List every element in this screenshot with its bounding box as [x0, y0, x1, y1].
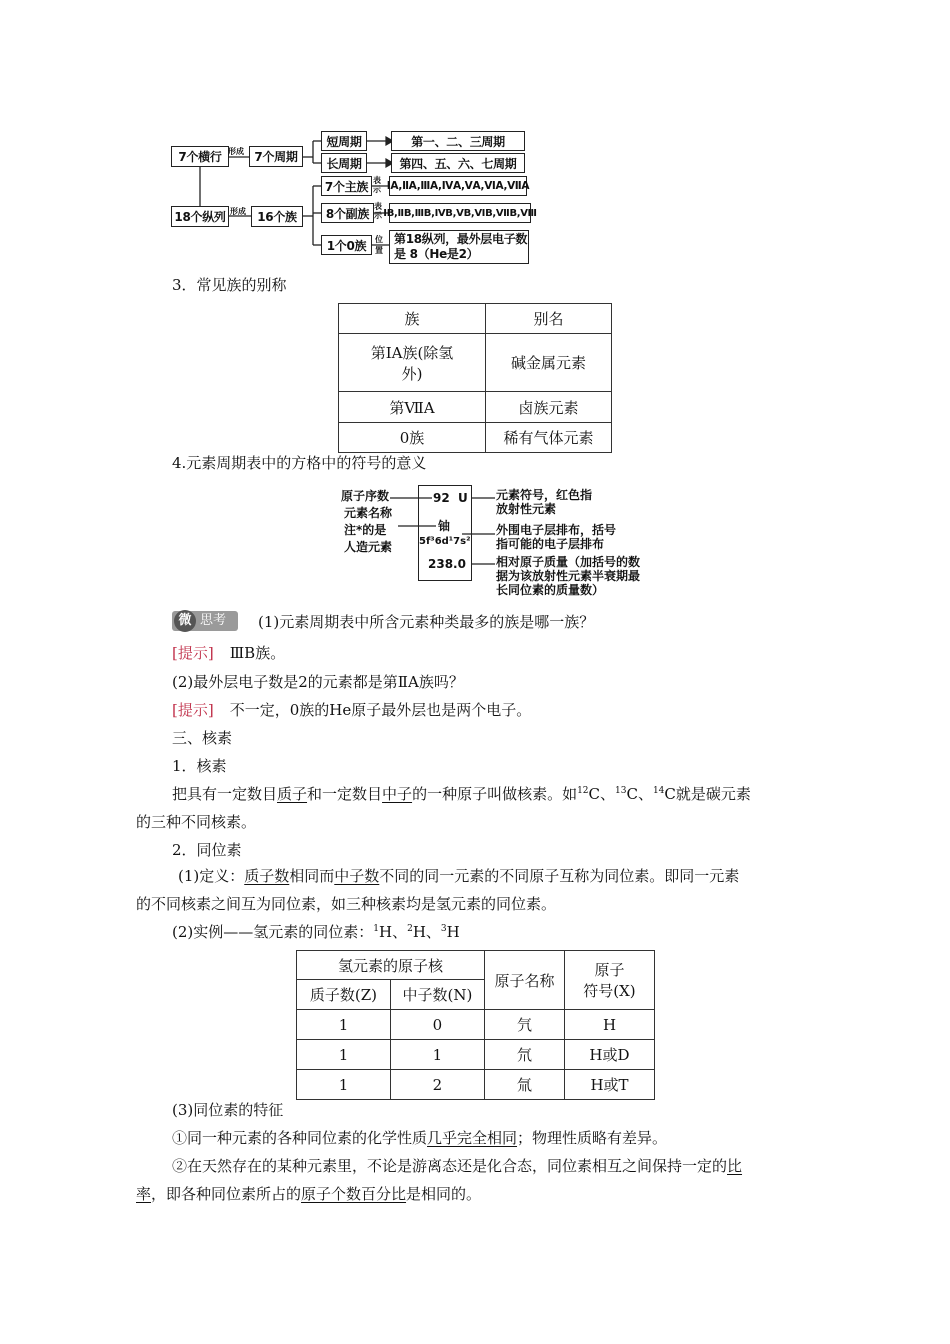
table-cell: 1	[297, 1040, 391, 1070]
part-3-title: 三、核素	[172, 729, 233, 747]
text-run: ①同一种元素的各种同位素的化学性质	[172, 1129, 428, 1147]
periods-box: 7个周期	[249, 146, 303, 167]
short-period-desc: 第一、二、三周期	[391, 131, 525, 151]
table-cell: 氕	[484, 1010, 564, 1040]
mass-number: 2	[407, 924, 413, 934]
section-4-title: 4.元素周期表中的方格中的符号的意义	[172, 454, 427, 472]
alias-cell-line1: 第ⅠA族(除氢	[370, 343, 454, 362]
table-cell: 1	[390, 1040, 484, 1070]
nuclide-definition-2: 的三种不同核素。	[136, 813, 257, 831]
main-groups-list: ⅠA,ⅡA,ⅢA,ⅣA,ⅤA,ⅥA,ⅦA	[389, 176, 527, 196]
h-table-symbol-line1: 原子	[594, 961, 625, 979]
main-groups-box: 7个主族	[321, 176, 372, 196]
table-cell: H或D	[564, 1040, 654, 1070]
alias-cell: 稀有气体元素	[486, 423, 612, 453]
text-run: 的一种原子叫做核素。如	[412, 785, 578, 803]
cell-label-artificial: 人造元素	[344, 540, 393, 554]
table-cell: H或T	[564, 1070, 654, 1100]
cell-pointer-lines	[390, 485, 500, 570]
cell-mass: 238.0	[428, 557, 466, 571]
h-table-symbol-line2: 符号(X)	[583, 982, 636, 1000]
cell-number: 92	[433, 491, 450, 505]
text-run: C就是碳元素	[664, 785, 751, 803]
cell-note-config-2: 指可能的电子层排布	[496, 537, 605, 551]
mass-number: 12	[577, 786, 589, 796]
hint-label: [提示]	[172, 701, 214, 719]
underlined-term: 质子	[277, 785, 308, 803]
isotope-definition	[178, 866, 739, 886]
think-badge-text: 思考	[200, 613, 227, 628]
cell-label-number: 原子序数	[341, 489, 390, 503]
represent-label-1: 表示	[373, 176, 381, 194]
underlined-term: 比	[727, 1157, 743, 1175]
cell-note-symbol-1: 元素符号，红色指	[496, 488, 593, 502]
formed-label-2: 形成	[230, 207, 246, 216]
text-run: 和一定数目	[307, 785, 383, 803]
cell-note-mass-1: 相对原子质量（加括号的数	[496, 555, 641, 569]
text-run: C、	[626, 785, 653, 803]
h-table-header-name: 原子名称	[484, 951, 564, 1010]
text-run: H、	[378, 923, 408, 941]
table-cell: 2	[390, 1070, 484, 1100]
long-period-box: 长周期	[321, 153, 367, 173]
short-period-box: 短周期	[321, 131, 367, 151]
text-run: (2)实例——氢元素的同位素：	[172, 923, 374, 941]
underlined-term: 中子数	[334, 867, 380, 885]
h-table-header-neutron: 中子数(N)	[390, 980, 484, 1010]
text-run: ；物理性质略有差异。	[517, 1129, 668, 1147]
text-run: 不同的同一元素的不同原子互称为同位素。即同一元素	[379, 867, 740, 885]
mass-number: 14	[652, 786, 665, 796]
alias-cell: 碱金属元素	[486, 334, 612, 392]
zero-group-desc	[389, 230, 529, 264]
underlined-term: 原子个数百分比	[301, 1185, 407, 1203]
table-cell: 1	[297, 1070, 391, 1100]
text-run: H、	[412, 923, 441, 941]
think-a2-line	[172, 700, 531, 720]
position-label: 位置	[375, 235, 383, 255]
alias-cell: 第ⅦA	[339, 392, 486, 423]
nuclide-definition	[172, 784, 751, 804]
nuclide-title: 1．核素	[172, 757, 227, 775]
underlined-term: 质子数	[244, 867, 290, 885]
underlined-term: 中子	[382, 785, 413, 803]
cell-name: 铀	[438, 519, 451, 533]
cell-config: 5f³6d¹7s²	[419, 536, 471, 547]
think-badge-icon: 微	[174, 610, 196, 632]
text-run: ，即各种同位素所占的	[151, 1185, 302, 1203]
cell-note-config-1: 外围电子层排布，括号	[496, 523, 617, 537]
text-run: H	[446, 923, 460, 941]
formed-label-1: 形成	[228, 147, 244, 156]
zero-desc-line1: 第18纵列，最外层电子数	[394, 232, 528, 246]
h-table-header-nucleus: 氢元素的原子核	[297, 951, 485, 980]
sub-groups-box: 8个副族	[321, 203, 374, 223]
represent-label-2: 表示	[374, 202, 382, 220]
think-badge	[172, 611, 238, 631]
features-title: (3)同位素的特征	[172, 1101, 284, 1119]
hydrogen-isotope-table	[296, 950, 655, 1100]
think-a2: 不一定，0族的He原子最外层也是两个电子。	[229, 701, 532, 719]
long-period-desc: 第四、五、六、七周期	[391, 153, 525, 173]
alias-table	[338, 303, 612, 453]
table-cell: 氚	[484, 1070, 564, 1100]
h-table-header-proton: 质子数(Z)	[297, 980, 391, 1010]
alias-cell: 卤族元素	[486, 392, 612, 423]
sub-groups-list: ⅠB,ⅡB,ⅢB,ⅣB,ⅤB,ⅥB,ⅦB,Ⅷ	[389, 203, 531, 223]
feature-2	[172, 1156, 742, 1176]
mass-number: 1	[373, 924, 379, 934]
mass-number: 3	[440, 924, 447, 934]
text-run: 相同而	[289, 867, 335, 885]
text-run: 是相同的。	[406, 1185, 482, 1203]
alias-cell-line2: 外)	[401, 364, 423, 383]
think-a1-line	[172, 643, 285, 663]
underlined-term: 几乎完全相同	[427, 1129, 518, 1147]
cell-note-mass-3: 长同位素的质量数）	[496, 583, 605, 597]
hint-label: [提示]	[172, 644, 214, 662]
cell-note-mass-2: 据为该放射性元素半衰期最	[496, 569, 641, 583]
isotope-example	[172, 922, 460, 942]
h-table-header-symbol	[564, 951, 654, 1010]
table-cell: 1	[297, 1010, 391, 1040]
think-q2: (2)最外层电子数是2的元素都是第ⅡA族吗？	[172, 673, 464, 691]
alias-cell	[339, 334, 486, 392]
feature-1	[172, 1128, 667, 1148]
zero-desc-line2: 是 8（He是2）	[394, 247, 479, 261]
section-3-title: 3．常见族的别称	[172, 276, 287, 294]
text-run: (1)定义：	[178, 867, 245, 885]
cell-label-star: 注*的是	[344, 523, 387, 537]
table-cell: 氘	[484, 1040, 564, 1070]
mass-number: 13	[615, 786, 627, 796]
isotope-title: 2．同位素	[172, 841, 242, 859]
feature-2-cont	[136, 1184, 481, 1204]
alias-header-name: 别名	[486, 304, 612, 334]
text-run: 把具有一定数目	[172, 785, 278, 803]
underlined-term: 率	[136, 1185, 152, 1203]
text-run: ②在天然存在的某种元素里，不论是游离态还是化合态，同位素相互之间保持一定的	[172, 1157, 728, 1175]
cell-label-name: 元素名称	[344, 506, 393, 520]
rows-box: 7个横行	[171, 146, 229, 167]
zero-group-box: 1个0族	[321, 235, 372, 255]
groups-box: 16个族	[251, 206, 303, 227]
table-cell: H	[564, 1010, 654, 1040]
cell-note-symbol-2: 放射性元素	[496, 502, 557, 516]
table-cell: 0	[390, 1010, 484, 1040]
cell-symbol: U	[458, 491, 468, 505]
text-run: C、	[588, 785, 616, 803]
think-a1: ⅢB族。	[229, 644, 286, 662]
alias-cell: 0族	[339, 423, 486, 453]
alias-header-group: 族	[339, 304, 486, 334]
cols-box: 18个纵列	[171, 206, 229, 227]
isotope-definition-2: 的不同核素之间互为同位素，如三种核素均是氢元素的同位素。	[136, 895, 557, 913]
think-q1: (1)元素周期表中所含元素种类最多的族是哪一族？	[258, 613, 595, 631]
